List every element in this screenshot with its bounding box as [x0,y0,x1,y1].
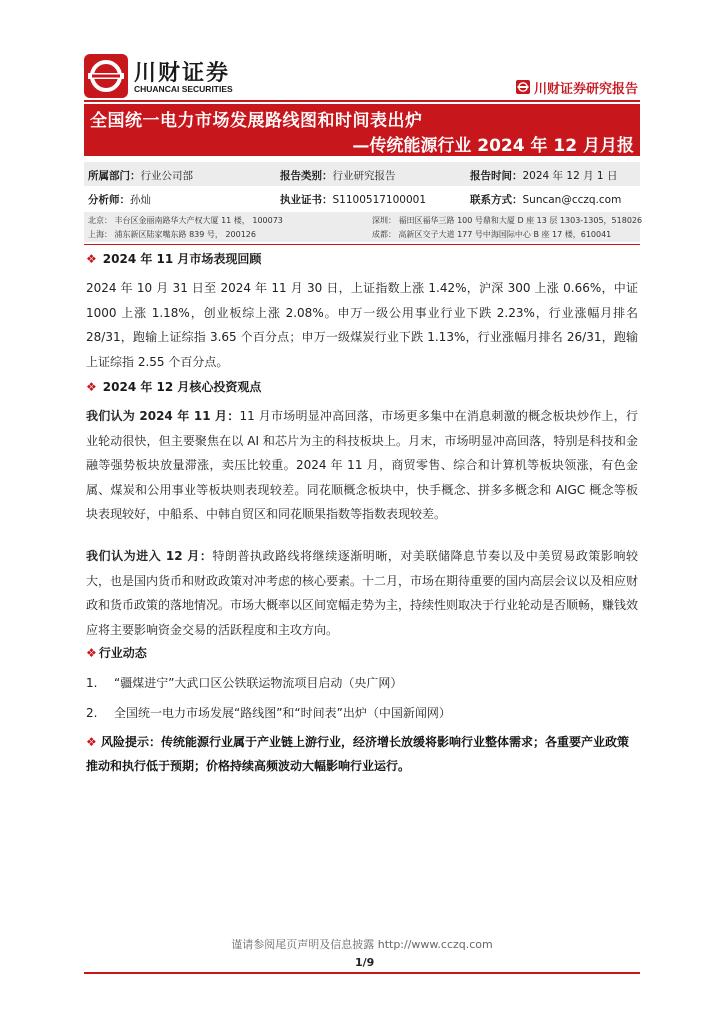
report-tag [516,77,638,97]
address-shanghai: 上海： 浦东新区陆家嘴东路 839 号， 200126 [88,230,256,239]
november-view-lead: 我们认为 2024 年 11 月： [86,409,240,423]
news-item [86,674,402,691]
time-value: 2024 年 12 月 1 日 [522,170,618,182]
section-heading-investment-view: ❖ 2024 年 12 月核心投资观点 [86,379,262,394]
company-logo-icon [84,54,128,98]
section-divider [84,244,640,245]
news-item-text: 全国统一电力市场发展“路线图”和“时间表”出炉（中国新闻网） [114,706,451,720]
section-heading-market-review: ❖ 2024 年 11 月市场表现回顾 [86,251,262,266]
page-number: 1/9 [355,956,375,969]
address-beijing: 北京： 丰台区金丽南路华大产权大厦 11 楼， 100073 [88,216,283,225]
contact-email[interactable]: Suncan@cczq.com [522,194,622,206]
market-review-paragraph: 2024 年 10 月 31 日至 2024 年 11 月 30 日，上证指数上涨 1.42%，沪深 300 上涨 0.66%，中证 1000 上涨 1.18%，创业板综上涨 2.08%。申万一级公用事业行业下跌 2.23%，行业涨幅月排名 28/31，跑输上证综指 3.65 个百分点；申万一级煤炭行业下跌 1.13%，行业涨幅月排名 26/31，跑输上证综指 2.55 个百分点。 [86,281,638,369]
meta-row-2 [84,186,640,210]
risk-label: 风险提示： [100,735,161,749]
december-view-lead: 我们认为进入 12 月： [86,549,213,563]
cert-value: S1100517100001 [332,194,427,206]
category-value: 行业研究报告 [332,170,396,182]
company-logo [84,54,254,100]
analyst-label: 分析师： [88,194,130,206]
footer-divider [84,972,640,974]
news-item [86,704,451,721]
december-view-body: 特朗普执政路线将继续逐渐明晰，对美联储降息节奏以及中美贸易政策影响较大，也是国内货币和财政政策对冲考虑的核心要素。十二月，市场在期待重要的国内高层会议以及相应财政和货币政策的落地情况。市场大概率以区间宽幅走势为主，持续性则取决于行业轮动是否顺畅，赚钱效应将主要影响资金交易的活跃程度和主攻方向。 [86,549,639,637]
category-label: 报告类别： [280,170,333,182]
brand-mini-icon [516,80,530,94]
diamond-bullet-icon: ❖ [86,251,97,266]
risk-body: 传统能源行业属于产业链上游行业，经济增长放缓将影响行业整体需求；各重要产业政策推动和执行低于预期；价格持续高频波动大幅影响行业运行。 [86,735,629,773]
address-chengdu: 成都： 高新区交子大道 177 号中海国际中心 B 座 17 楼，610041 [372,230,612,239]
contact-label: 联系方式： [470,194,523,206]
diamond-bullet-icon: ❖ [86,735,97,749]
address-shenzhen: 深圳： 福田区福华三路 100 号鼎和大厦 D 座 13 层 1303-1305，518026 [372,216,643,225]
diamond-bullet-icon: ❖ [86,645,97,660]
meta-row-1 [84,162,640,186]
analyst-value: 孙灿 [130,194,151,206]
november-view-body: 11 月市场明显冲高回落，市场更多集中在消息刺激的概念板块炒作上，行业轮动很快，但主要聚焦在以 AI 和芯片为主的科技板块上。月末，市场明显冲高回落，特别是科技和金融等强势板块放量滞涨，卖压比较重。2024 年 11 月，商贸零售、综合和计算机等板块领涨，有色金属、煤炭和公用事业等板块则表现较差。同花顺概念板块中，快手概念、拼多多概念和 AIGC 概念等板块表现较好，中船系、中韩自贸区和同花顺果指数等指数表现较差。 [86,409,638,521]
footer-disclaimer-link[interactable]: 谨请参阅尾页声明及信息披露 http://www.cczq.com [231,938,493,951]
address-block [84,212,643,242]
news-item-text: “疆煤进宁”大武口区公铁联运物流项目启动（央广网） [114,676,403,690]
diamond-bullet-icon: ❖ [86,379,97,394]
report-subtitle: —传统能源行业 2024 年 12 月月报 [352,136,634,156]
dept-value: 行业公司部 [140,170,193,182]
november-view-paragraph [86,404,638,527]
time-label: 报告时间： [470,170,523,182]
december-view-paragraph [86,544,638,642]
header-divider [84,100,640,102]
risk-warning [86,730,638,778]
report-title: 全国统一电力市场发展路线图和时间表出炉 [90,111,423,131]
report-tag-label: 川财证券研究报告 [533,81,638,97]
cert-label: 执业证书： [280,194,333,206]
dept-label: 所属部门： [88,170,141,182]
news-item-number: 2. [86,706,98,720]
news-item-number: 1. [86,676,98,690]
company-name-cn: 川财证券 [134,61,231,86]
section-heading-industry-news: ❖ 行业动态 [86,645,147,660]
company-name-en: CHUANCAI SECURITIES [134,84,233,94]
